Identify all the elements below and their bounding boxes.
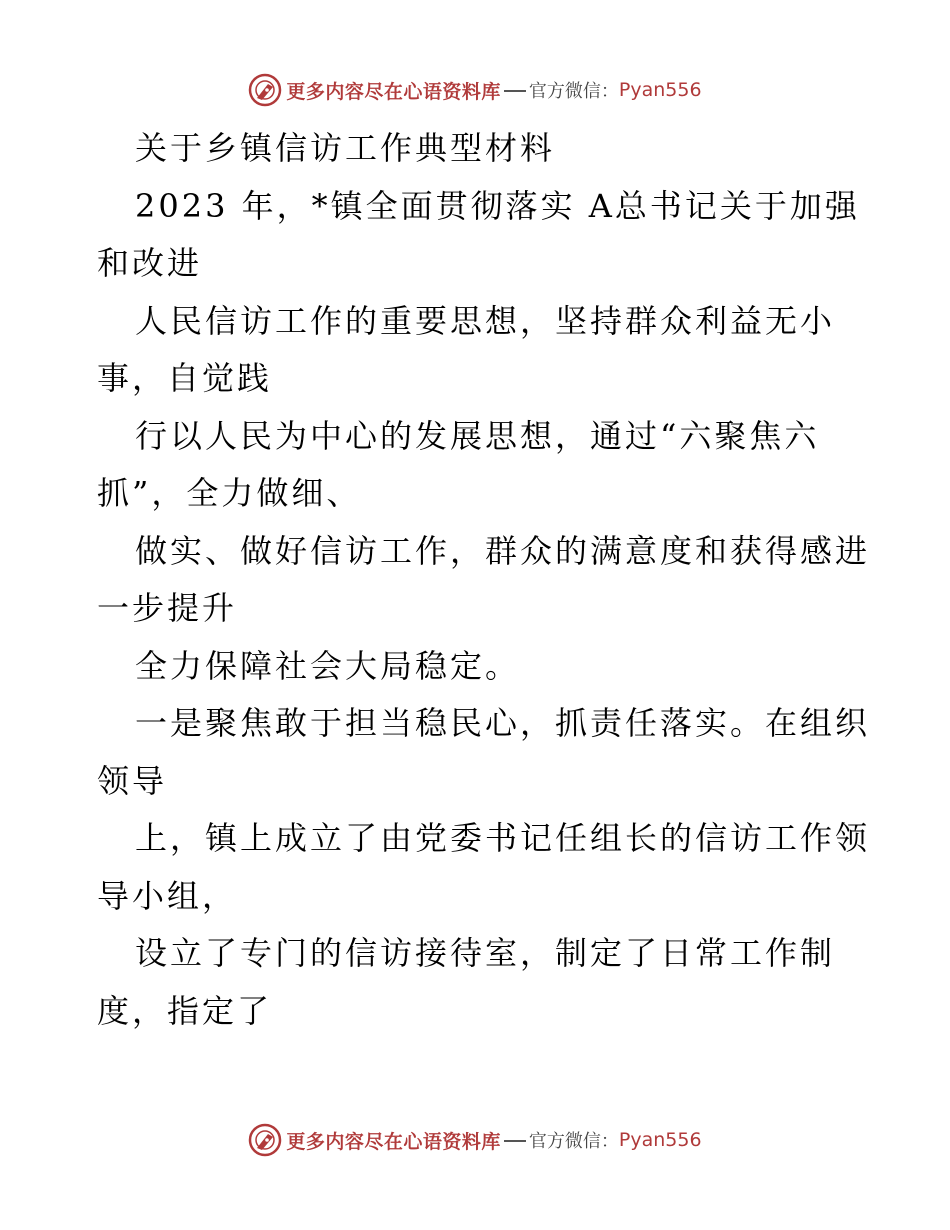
text-line: 事，自觉践	[97, 359, 273, 397]
document-body	[97, 120, 871, 1040]
pen-nib-logo-icon	[248, 73, 282, 107]
banner-dash	[504, 1140, 526, 1142]
banner-wechat-label: 官方微信：	[528, 1131, 619, 1152]
text-line: 度，指定了	[97, 991, 273, 1030]
header-watermark-banner	[0, 70, 950, 110]
document-title: 关于乡镇信访工作典型材料	[135, 129, 556, 167]
banner-wechat-id: Pyan556	[618, 79, 702, 101]
text-line: 行以人民为中心的发展思想，通过“六聚焦六	[135, 416, 820, 455]
text-line: 上，镇上成立了由党委书记任组长的信访工作领	[135, 819, 871, 857]
text-line: 2023 年，*镇全面贯彻落实 A总书记关于加强	[135, 186, 860, 225]
text-line: 做实、做好信访工作，群众的满意度和获得感进	[135, 531, 871, 570]
banner-wechat-label: 官方微信：	[528, 81, 619, 102]
text-line: 一步提升	[97, 589, 238, 627]
text-line: 人民信访工作的重要思想，坚持群众利益无小	[135, 301, 836, 340]
banner-dash	[504, 90, 526, 92]
text-line: 和改进	[97, 244, 203, 282]
text-line: 一是聚焦敢于担当稳民心，抓责任落实。在组织	[135, 704, 871, 742]
pen-nib-logo-icon	[248, 1123, 282, 1157]
banner-main-text: 更多内容尽在心语资料库	[286, 1130, 501, 1153]
text-line: 抓”，全力做细、	[97, 474, 362, 512]
banner-wechat-id: Pyan556	[618, 1129, 702, 1151]
text-line: 领导	[97, 761, 168, 800]
footer-watermark-banner	[0, 1120, 950, 1160]
banner-main-text: 更多内容尽在心语资料库	[286, 80, 501, 103]
text-line: 设立了专门的信访接待室，制定了日常工作制	[135, 934, 836, 972]
text-line: 全力保障社会大局稳定。	[135, 646, 521, 685]
text-line: 导小组，	[97, 876, 238, 915]
